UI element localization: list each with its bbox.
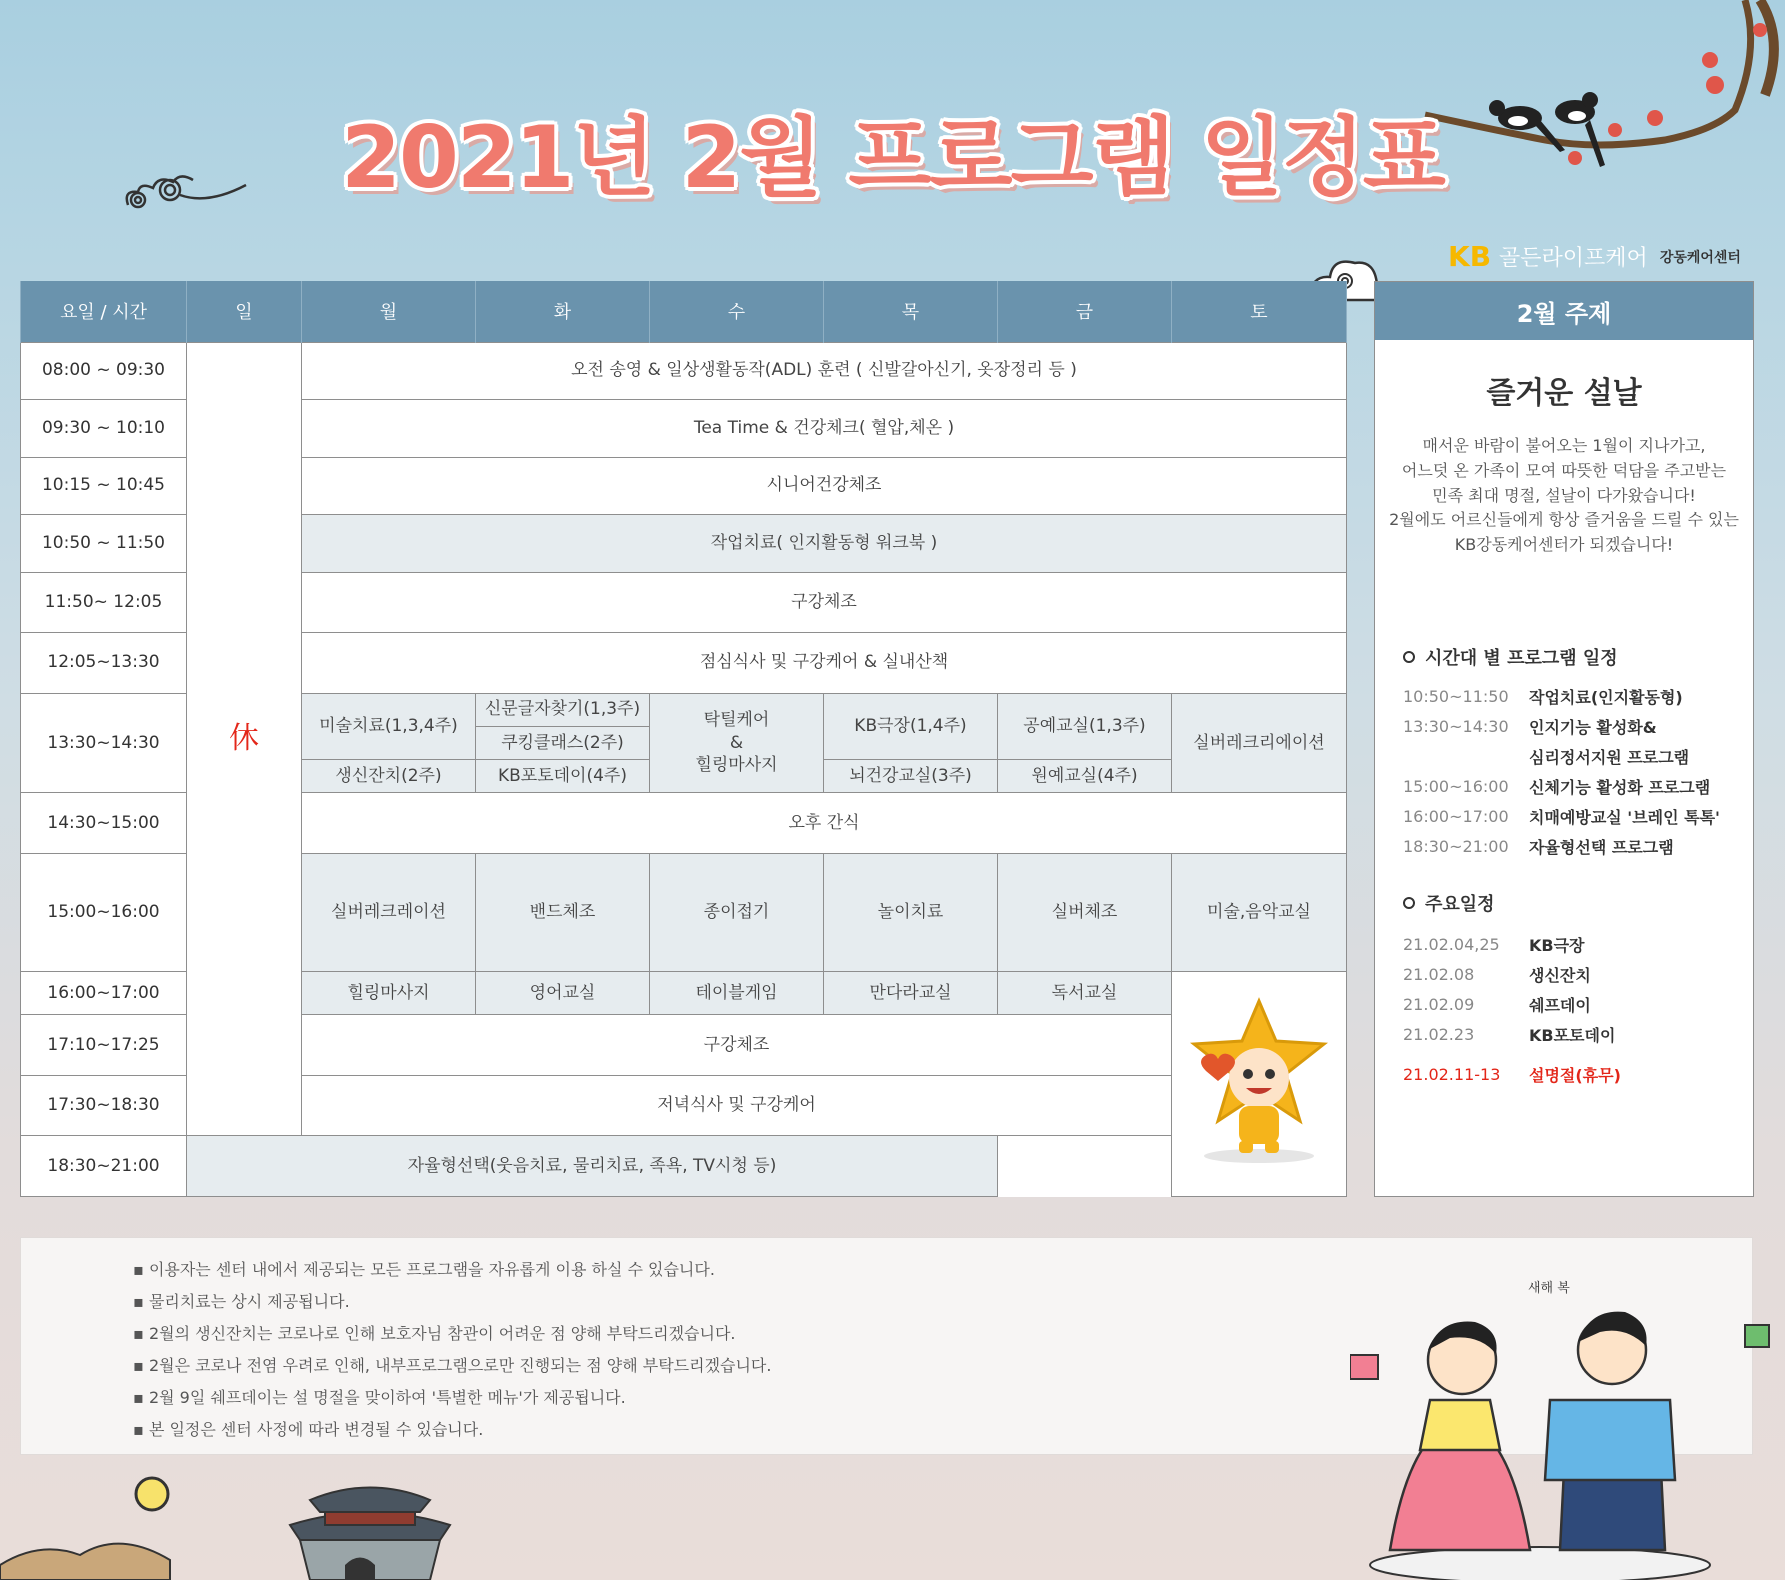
program-cell: 미술,음악교실 [1172, 853, 1347, 971]
item-desc: 설명절(휴무) [1529, 1066, 1621, 1086]
list-item [1403, 832, 1753, 862]
theme-desc-line: 2월에도 어르신들에게 항상 즐거움을 드릴 수 있는 [1389, 510, 1739, 530]
time-cell: 17:30~18:30 [21, 1075, 187, 1136]
item-desc: 작업치료(인지활동형) [1529, 688, 1683, 708]
header-tue: 화 [476, 281, 650, 342]
program-cell: 점심식사 및 구강케어 & 실내산책 [302, 633, 1347, 694]
time-cell: 13:30~14:30 [21, 693, 187, 793]
item-desc: KB극장 [1529, 936, 1585, 956]
time-cell: 15:00~16:00 [21, 853, 187, 971]
item-time: 13:30~14:30 [1403, 717, 1509, 737]
program-cell: 실버체조 [998, 853, 1172, 971]
list-item [1403, 772, 1753, 802]
program-cell: 공예교실(1,3주) [998, 693, 1172, 760]
seollal-couple-illustration [1350, 1250, 1770, 1580]
list-item [1403, 930, 1753, 960]
program-cell: Tea Time & 건강체크( 혈압,체온 ) [302, 400, 1347, 458]
program-cell: 생신잔치(2주) [302, 760, 476, 793]
program-cell: 쿠킹클래스(2주) [476, 726, 650, 759]
time-cell: 18:30~21:00 [21, 1136, 187, 1197]
header-thu: 목 [824, 281, 998, 342]
item-desc: 자율형선택 프로그램 [1529, 838, 1674, 858]
item-desc: 치매예방교실 '브레인 톡톡' [1529, 808, 1720, 828]
list-item [1403, 990, 1753, 1020]
time-cell: 16:00~17:00 [21, 971, 187, 1014]
table-header-row [21, 281, 1347, 342]
item-desc: 신체기능 활성화 프로그램 [1529, 778, 1711, 798]
bullet-ring-icon [1403, 897, 1415, 909]
program-cell: KB포토데이(4주) [476, 760, 650, 793]
theme-desc-line: KB강동케어센터가 되겠습니다! [1454, 535, 1674, 555]
program-cell: 실버레크리에이션 [1172, 693, 1347, 793]
item-time: 18:30~21:00 [1403, 837, 1509, 857]
time-schedule-list [1375, 682, 1753, 862]
note-item: ▪ 2월 9일 쉐프데이는 설 명절을 맞이하여 '특별한 메뉴'가 제공됩니다. [133, 1382, 1752, 1414]
table-row [21, 1136, 1347, 1197]
section-title-schedule [1403, 644, 1753, 670]
item-desc: 인지기능 활성화& [1529, 718, 1657, 738]
time-cell: 11:50~ 12:05 [21, 572, 187, 633]
list-item-holiday [1403, 1060, 1753, 1090]
item-desc: KB포토데이 [1529, 1026, 1616, 1046]
program-cell: 테이블게임 [650, 971, 824, 1014]
item-desc: 쉐프데이 [1529, 996, 1591, 1016]
time-cell: 10:15 ~ 10:45 [21, 457, 187, 515]
theme-desc-line: 민족 최대 명절, 설날이 다가왔습니다! [1432, 485, 1696, 505]
item-desc: 생신잔치 [1529, 966, 1591, 986]
item-time: 16:00~17:00 [1403, 807, 1509, 827]
program-cell: 독서교실 [998, 971, 1172, 1014]
program-cell: 오전 송영 & 일상생활동작(ADL) 훈련 ( 신발갈아신기, 옷장정리 등 ) [302, 342, 1347, 400]
header-time: 요일 / 시간 [21, 281, 187, 342]
schedule-table [20, 281, 1347, 1197]
list-item [1403, 712, 1753, 742]
program-cell: 구강체조 [302, 572, 1347, 633]
program-cell: 종이접기 [650, 853, 824, 971]
program-cell: 놀이치료 [824, 853, 998, 971]
note-item: ▪ 본 일정은 센터 사정에 따라 변경될 수 있습니다. [133, 1414, 1752, 1446]
time-cell: 12:05~13:30 [21, 633, 187, 694]
program-cell: KB극장(1,4주) [824, 693, 998, 760]
header-sat: 토 [1172, 281, 1347, 342]
star-mascot-icon [1184, 996, 1334, 1166]
item-date: 21.02.08 [1403, 965, 1475, 985]
table-row [21, 342, 1347, 400]
greeting-text: 새해 복 [1528, 1281, 1570, 1296]
note-item: ▪ 2월은 코로나 전염 우려로 인해, 내부프로그램으로만 진행되는 점 양해 부탁드리겠습니다. [133, 1350, 1752, 1382]
item-date: 21.02.11-13 [1403, 1065, 1501, 1085]
program-cell: 원예교실(4주) [998, 760, 1172, 793]
theme-header: 2월 주제 [1375, 282, 1753, 340]
header-fri: 금 [998, 281, 1172, 342]
program-cell: 영어교실 [476, 971, 650, 1014]
item-time: 10:50~11:50 [1403, 687, 1509, 707]
program-cell: 구강체조 [302, 1015, 1172, 1076]
brand-center: 강동케어센터 [1659, 249, 1741, 266]
note-item: ▪ 물리치료는 상시 제공됩니다. [133, 1286, 1752, 1318]
theme-title: 즐거운 설날 [1486, 376, 1642, 411]
program-cell: 뇌건강교실(3주) [824, 760, 998, 793]
mascot-cell [1172, 971, 1347, 1196]
program-cell: 밴드체조 [476, 853, 650, 971]
program-cell: 자율형선택(웃음치료, 물리치료, 족욕, TV시청 등) [187, 1136, 998, 1197]
item-desc: 심리정서지원 프로그램 [1529, 748, 1690, 768]
brand-logo [1448, 240, 1741, 273]
header-wed: 수 [650, 281, 824, 342]
item-date: 21.02.23 [1403, 1025, 1475, 1045]
program-cell: 만다라교실 [824, 971, 998, 1014]
section-title-text: 시간대 별 프로그램 일정 [1425, 647, 1618, 669]
list-item [1403, 802, 1753, 832]
program-cell: 신문글자찾기(1,3주) [476, 693, 650, 726]
item-date: 21.02.09 [1403, 995, 1475, 1015]
program-line: 힐링마사지 [695, 755, 778, 776]
bullet-ring-icon [1403, 651, 1415, 663]
theme-panel [1374, 281, 1754, 1197]
program-cell: 저녁식사 및 구강케어 [302, 1075, 1172, 1136]
item-time: 15:00~16:00 [1403, 777, 1509, 797]
kb-logo-icon: KB [1448, 240, 1492, 273]
time-cell: 08:00 ~ 09:30 [21, 342, 187, 400]
program-cell: 힐링마사지 [302, 971, 476, 1014]
palace-gate-decoration [0, 1470, 470, 1580]
program-cell-wed [650, 693, 824, 793]
theme-desc-line: 매서운 바람이 불어오는 1월이 지나가고, [1422, 436, 1706, 455]
section-title-events [1403, 890, 1753, 916]
program-line: & [729, 732, 744, 753]
header-mon: 월 [302, 281, 476, 342]
time-cell: 17:10~17:25 [21, 1015, 187, 1076]
section-title-text: 주요일정 [1425, 893, 1495, 915]
list-item [1403, 960, 1753, 990]
sunday-rest-cell: 休 [187, 342, 302, 1136]
brand-name: 골든라이프케어 [1499, 246, 1648, 271]
theme-desc-line: 어느덧 온 가족이 모여 따뜻한 덕담을 주고받는 [1401, 460, 1727, 480]
program-cell: 작업치료( 인지활동형 워크북 ) [302, 515, 1347, 573]
note-item: ▪ 2월의 생신잔치는 코로나로 인해 보호자님 참관이 어려운 점 양해 부탁드리겠습니다. [133, 1318, 1752, 1350]
time-cell: 10:50 ~ 11:50 [21, 515, 187, 573]
item-date: 21.02.04,25 [1403, 935, 1500, 955]
note-item: ▪ 이용자는 센터 내에서 제공되는 모든 프로그램을 자유롭게 이용 하실 수 있습니다. [133, 1254, 1752, 1286]
program-cell: 오후 간식 [302, 793, 1347, 854]
program-line: 탁틸케어 [703, 709, 770, 730]
list-item [1403, 1020, 1753, 1050]
theme-description [1375, 434, 1753, 558]
list-item [1403, 742, 1753, 772]
events-list [1375, 930, 1753, 1090]
header-sun: 일 [187, 281, 302, 342]
list-item [1403, 682, 1753, 712]
time-cell: 14:30~15:00 [21, 793, 187, 854]
program-cell: 시니어건강체조 [302, 457, 1347, 515]
time-cell: 09:30 ~ 10:10 [21, 400, 187, 458]
page-title: 2021년 2월 프로그램 일정표 [341, 108, 1444, 208]
program-cell: 실버레크레이션 [302, 853, 476, 971]
program-cell: 미술치료(1,3,4주) [302, 693, 476, 760]
